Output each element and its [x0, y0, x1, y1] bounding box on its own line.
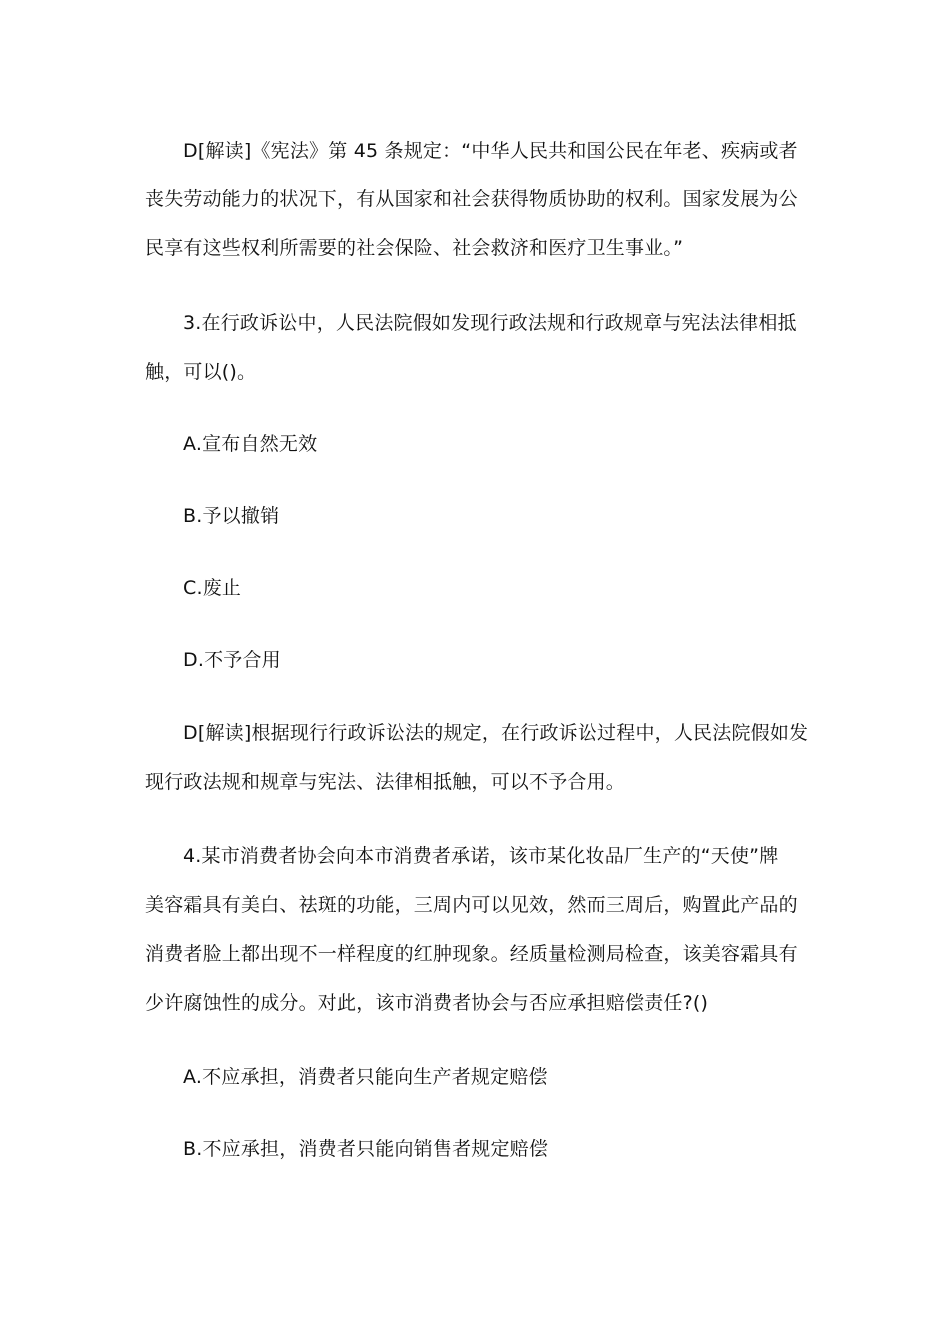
explanation-2-line-3: 民享有这些权利所需要的社会保险、社会救济和医疗卫生事业。”	[145, 237, 684, 259]
question-3-option-c: C.废止	[183, 577, 242, 599]
question-4-line-1: 4.某市消费者协会向本市消费者承诺，该市某化妆品厂生产的“天使”牌	[183, 845, 779, 867]
explanation-2-line-2: 丧失劳动能力的状况下，有从国家和社会获得物质协助的权利。国家发展为公	[145, 188, 798, 210]
question-3-line-1: 3.在行政诉讼中，人民法院假如发现行政法规和行政规章与宪法法律相抵	[183, 312, 797, 334]
question-4-option-a: A.不应承担，消费者只能向生产者规定赔偿	[183, 1066, 548, 1088]
question-3-line-2: 触，可以()。	[145, 361, 257, 383]
question-4-line-4: 少许腐蚀性的成分。对此，该市消费者协会与否应承担赔偿责任?()	[145, 992, 709, 1014]
question-4-line-2: 美容霜具有美白、祛斑的功能，三周内可以见效，然而三周后，购置此产品的	[145, 894, 798, 916]
question-3-option-b: B.予以撤销	[183, 505, 280, 527]
explanation-3-line-2: 现行政法规和规章与宪法、法律相抵触，可以不予合用。	[145, 771, 626, 793]
explanation-2-line-1: D[解读]《宪法》第 45 条规定：“中华人民共和国公民在年老、疾病或者	[183, 140, 798, 162]
explanation-3-line-1: D[解读]根据现行行政诉讼法的规定，在行政诉讼过程中，人民法院假如发	[183, 722, 809, 744]
question-4-option-b: B.不应承担，消费者只能向销售者规定赔偿	[183, 1138, 549, 1160]
question-3-option-d: D.不予合用	[183, 649, 281, 671]
question-4-line-3: 消费者脸上都出现不一样程度的红肿现象。经质量检测局检查，该美容霜具有	[145, 943, 798, 965]
question-3-option-a: A.宣布自然无效	[183, 433, 318, 455]
